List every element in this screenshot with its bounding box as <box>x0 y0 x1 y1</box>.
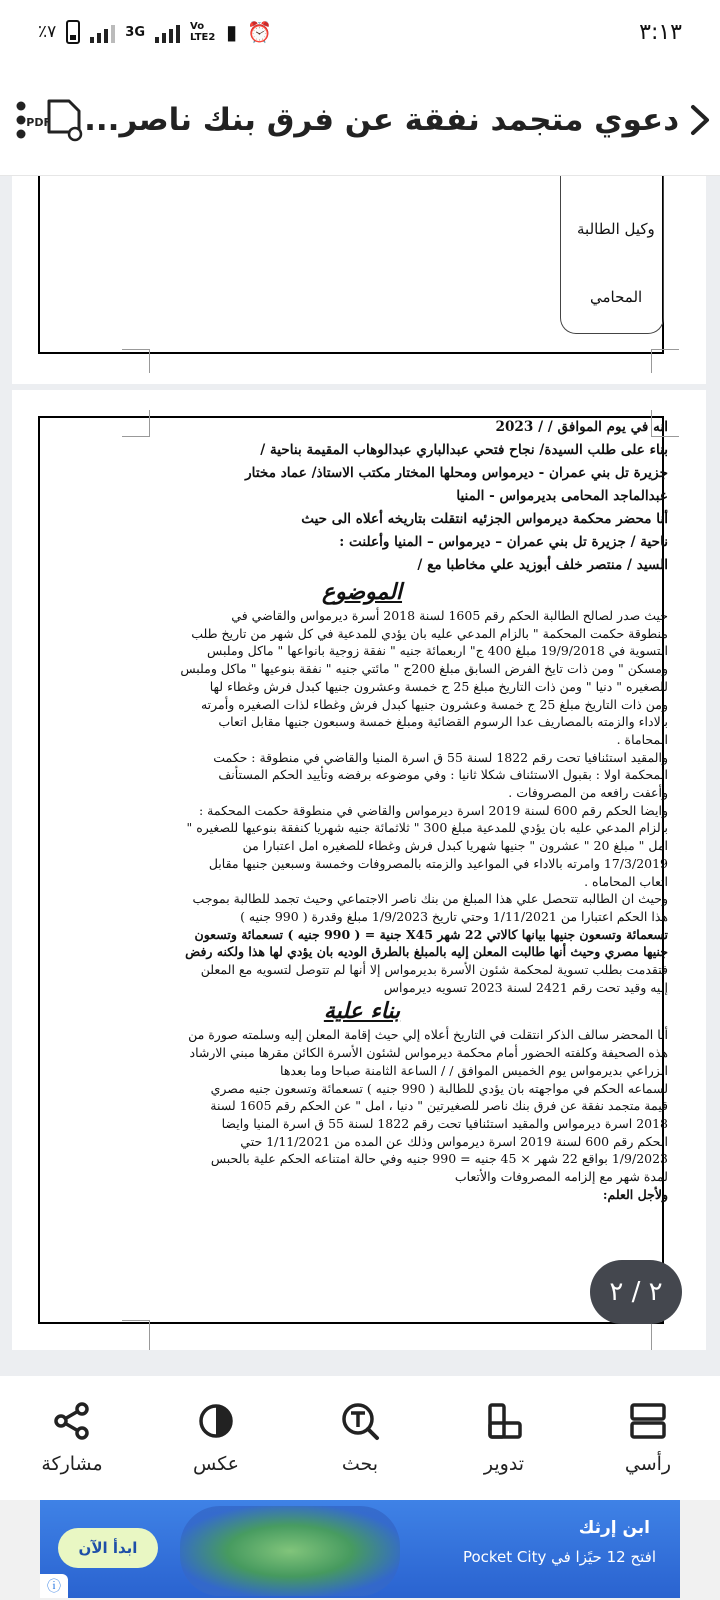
doc-line: منطوقة حكمت المحكمة " بالزام المدعي عليه بان يؤدي للمدعية في كل شهر من تاريخ طلب <box>191 625 668 641</box>
bottom-toolbar <box>0 1376 720 1500</box>
doc-line: وأعفت رافعه من المصروفات . <box>508 785 668 801</box>
vertical-layout-icon <box>628 1401 668 1441</box>
more-options-button[interactable] <box>0 64 42 175</box>
ad-title: ابن إرثك <box>578 1518 650 1538</box>
pdf-tools-button[interactable] <box>26 64 84 175</box>
ad-info-icon[interactable]: ⓘ <box>40 1574 68 1598</box>
vibrate-icon: ▮ <box>226 20 238 44</box>
ad-city-image <box>180 1506 400 1596</box>
alarm-icon: ⏰ <box>247 20 272 44</box>
doc-line: بالزام المدعي عليه بان يؤدي للمدعية مبلغ 300 " ثلاثمائة جنيه شهريا كنفقة بنوعيها للصغيره " <box>186 820 668 836</box>
doc-line: المحاماة . <box>616 731 668 747</box>
doc-line: التسوية في 19/9/2018 مبلغ 400 ج" اربعمائة جنيه " نفقة زوجية بانواعها " ماكل وملبس <box>207 643 668 659</box>
doc-line-bold: تسعمائة وتسعون جنيها بيانها كالاتي 22 شهر X45 جنية = ( 990 جنيه ) تسعمائة وتسعون <box>194 926 668 942</box>
crop-mark <box>122 1320 150 1321</box>
search-text-icon <box>340 1401 380 1441</box>
closing-line: ولأجل العلم: <box>602 1186 668 1202</box>
invert-icon <box>196 1401 236 1441</box>
tool-label: عكس <box>192 1453 240 1475</box>
doc-line: الزراعي بديرمواس يوم الخميس الموافق / / الساعة الثامنة صباحا وما بعدها <box>280 1062 668 1078</box>
doc-line: هذه الصحيفة وكلفته الحضور أمام محكمة ديرمواس لشئون الأسرة الكائن مقرها مبني الارشاد <box>189 1045 668 1061</box>
status-bar <box>0 0 720 64</box>
battery-icon <box>66 20 80 44</box>
doc-line: بناء على طلب السيدة/ نجاح فتحي عبدالباري عبدالوهاب المقيمة بناحية / <box>260 442 668 458</box>
vertical-layout-button[interactable] <box>588 1401 708 1475</box>
pdf-page-2 <box>12 390 706 1350</box>
doc-line: جزيرة تل بني عمران - ديرمواس ومحلها المختار مكتب الاستاذ/ عماد مختار <box>245 465 668 481</box>
pdf-icon <box>26 98 83 142</box>
agent-label: وكيل الطالبة <box>577 220 655 238</box>
crop-mark <box>149 1320 150 1350</box>
rotate-icon <box>484 1401 524 1441</box>
share-icon <box>52 1401 92 1441</box>
network-type: 3G <box>125 24 145 40</box>
doc-line: قيمة متجمد نفقة عن فرق بنك ناصر للصغيرتين " دنيا ، امل " عن الحكم رقم 1605 لسنة <box>210 1098 668 1114</box>
signature-box <box>560 176 664 334</box>
doc-line: السيد / منتصر خلف أبوزيد علي مخاطبا مع / <box>417 557 668 573</box>
status-icons <box>38 20 272 44</box>
doc-line: انه في يوم الموافق / / 2023 <box>495 419 668 435</box>
doc-line: بالاداء والزمته بالمصاريف عدا الرسوم القضائية ومبلغ خمسة وسبعون جنيها مقابل اتعاب <box>218 714 668 730</box>
doc-line: لسماعه الحكم في مواجهته بان يؤدي للطالبة ( 990 جنيه ) تسعمائة وتسعون جنيه مصري <box>210 1080 668 1096</box>
subject-heading: الموضوع <box>321 579 403 605</box>
doc-line: الحكم رقم 600 لسنة 2019 اسرة ديرمواس وذلك عن المده من 1/11/2021 حتي <box>240 1133 668 1149</box>
pdf-page-1 <box>12 176 706 384</box>
doc-line: حيث صدر لصالح الطالبة الحكم رقم 1605 لسنة 2018 أسرة ديرمواس والقاضي في <box>231 608 668 623</box>
app-bar <box>0 64 720 176</box>
signal-icon <box>90 21 115 43</box>
tool-label: تدوير <box>483 1453 525 1475</box>
svg-text:PDF: PDF <box>26 115 52 129</box>
invert-button[interactable] <box>156 1401 276 1475</box>
more-vert-icon <box>15 100 27 140</box>
basis-heading: بناء علية <box>323 998 401 1025</box>
ad-subtitle: افتح 12 حيًزا في Pocket City <box>462 1548 656 1566</box>
search-button[interactable] <box>300 1401 420 1475</box>
doc-line: عبدالماجد المحامى بديرمواس - المنيا <box>456 488 668 504</box>
doc-line: إليه وقيد تحت رقم 2421 لسنة 2023 تسويه ديرمواس <box>383 979 668 995</box>
doc-line: امل " مبلغ 20 " عشرون " جنيها شهريا كبدل فرش وغطاء للصغيره امل اعتبارا من <box>242 838 668 854</box>
basis-section <box>56 1026 668 1203</box>
crop-mark <box>651 349 652 373</box>
doc-line: اتعاب المحاماه . <box>584 873 668 889</box>
rotate-button[interactable] <box>444 1401 564 1475</box>
doc-line: وحيث ان الطالبه تتحصل علي هذا المبلغ من بنك ناصر الاجتماعي وحيث تجمد للطالبة بموجب <box>192 891 668 907</box>
lawyer-label: المحامي <box>590 288 643 306</box>
tool-label: بحث <box>341 1453 379 1475</box>
tool-label: رأسي <box>624 1453 672 1475</box>
status-time: ٣:١٣ <box>639 19 682 45</box>
doc-line: أنا المحضر سالف الذكر انتقلت في التاريخ أعلاه إلي حيث إقامة المعلن إليه وسلمته صورة من <box>188 1027 668 1043</box>
tool-label: مشاركة <box>41 1453 103 1475</box>
document-title: دعوي متجمد نفقة عن فرق بنك ناصر... <box>84 101 680 138</box>
doc-line: أنا محضر محكمة ديرمواس الجزئيه انتقلت بتاريخه أعلاه الى حيث <box>301 511 668 527</box>
document-body <box>56 416 668 1204</box>
crop-mark <box>122 349 150 350</box>
battery-percent: ٪٧ <box>38 22 57 42</box>
header-block <box>56 416 668 577</box>
subject-section <box>56 607 668 996</box>
crop-mark <box>651 1320 652 1350</box>
doc-line: والمقيد استئنافيا تحت رقم 1822 لسنة 55 ق اسرة المنيا والقاضي في منطوقة : حكمت <box>213 749 668 765</box>
doc-line: 2018 اسرة ديرمواس والمقيد استئنافيا تحت رقم 1822 لسنة 55 ق اسرة المنيا وايضا <box>221 1115 668 1131</box>
doc-line: ناحية / جزيرة تل بني عمران – ديرمواس – المنيا وأعلنت : <box>339 534 668 550</box>
doc-line: فتقدمت بطلب تسوية لمحكمة شئون الأسرة بديرمواس إلا أنها لم تتوصل لتسويه مع المعلن <box>200 962 668 978</box>
doc-line: ومن ذات التاريخ مبلغ 25 ج خمسة وعشرون جنيها كبدل فرش وغطاء لذات الصغيره وأمرته <box>200 696 668 712</box>
doc-line: 1/9/2023 بواقع 22 شهر × 45 جنيه = 990 جنيه وفي حالة امتناعه الحكم علية بالحبس <box>210 1151 668 1167</box>
doc-line: 17/3/2019 وامرته بالاداء في المواعيد والزمته بالمصروفات وخمسة وسبعين جنيها مقابل <box>208 855 668 871</box>
back-button[interactable] <box>679 64 720 175</box>
doc-line: وايضا الحكم رقم 600 لسنة 2019 اسرة ديرمواس والقاضي في منطوقة حكمت المحكمة : <box>198 802 668 818</box>
crop-mark <box>149 349 150 373</box>
ad-banner[interactable] <box>40 1500 680 1598</box>
share-button[interactable] <box>12 1401 132 1475</box>
volte-badge: Vo LTE2 <box>190 21 216 43</box>
ad-cta-button[interactable]: ابدأ الآن <box>58 1528 158 1568</box>
pdf-viewer[interactable] <box>0 176 720 1376</box>
doc-line: للصغيره " دنيا " ومن ذات التاريخ مبلغ 25 ج خمسة وعشرون جنيها كبدل فرش وغطاء لها <box>209 678 668 694</box>
doc-line: لمدة شهر مع إلزامه المصروفات والأتعاب <box>454 1169 668 1185</box>
doc-line-bold: جنيها مصري وحيث أنها طالبت المعلن إليه بالمبلغ بالطرق الوديه بان يؤدي لها هذا ولكنه رفض <box>185 944 668 960</box>
chevron-right-icon <box>687 103 713 137</box>
crop-mark <box>651 349 679 350</box>
doc-line: ومسكن " ومن ذات تايخ الفرض السابق مبلغ 200ج " مائتي جنيه " نفقة بنوعيها " ماكل وملبس <box>180 661 668 677</box>
doc-line: هذا الحكم اعتبارا من 1/11/2021 وحتي تاريخ 1/9/2023 مبلغ وقدرة ( 990 جنيه ) <box>240 908 668 924</box>
signal-icon-2 <box>155 21 180 43</box>
doc-line: المحكمة اولا : بقبول الاستئناف شكلا ثانيا : وفي موضوعه برفضه وتأييد الحكم المستأنف <box>218 767 668 783</box>
page-indicator[interactable]: ٢ / ٢ <box>590 1260 682 1324</box>
